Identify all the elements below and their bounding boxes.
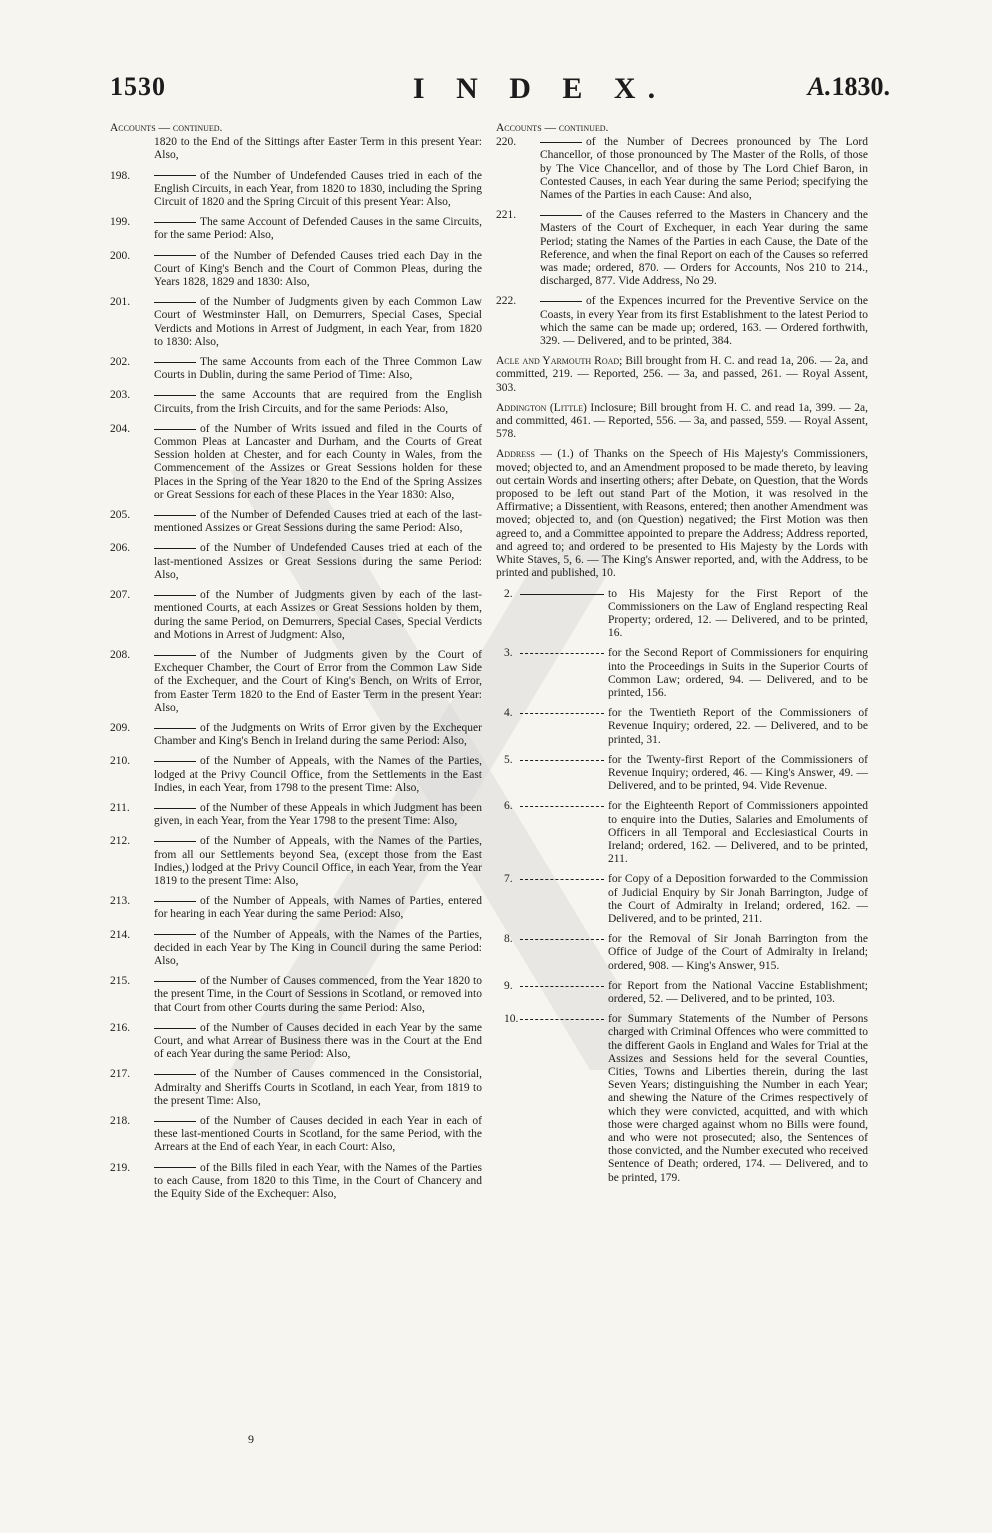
year-letter: A. bbox=[807, 72, 832, 101]
entry-dash bbox=[154, 1167, 196, 1168]
entry-text: for the Twenty-first Report of the Commissioners of Revenue Inquiry; ordered, 46. — King's Answer, 49. — Delivered, and to be printed, 94. Vide Revenue. bbox=[608, 753, 868, 793]
entry-dash bbox=[520, 986, 604, 987]
entry-number: 8. bbox=[504, 933, 513, 946]
entry-text: The same Account of Defended Causes in the same Circuits, for the same Period: Also, bbox=[154, 216, 482, 242]
entry-dash bbox=[154, 255, 196, 256]
lead-text: 1820 to the End of the Sittings after Easter Term in this present Year: Also, bbox=[154, 136, 482, 162]
entry-number: 200. bbox=[110, 249, 131, 262]
address-items bbox=[496, 588, 868, 1185]
page-number: 1530 bbox=[110, 72, 166, 101]
entry-text: of the Number of Judgments given by the Court of Exchequer Chamber, the Court of Error from the Common Law Side of the Exchequer, and the Court of King's Bench, on Writs of Error, from Easter Term 1820 to the End of Easter Term in the present Year: Also, bbox=[154, 648, 482, 714]
entry-text: of the Judgments on Writs of Error given by the Exchequer Chamber and King's Bench in Ireland during the same Period: Also, bbox=[154, 721, 482, 748]
entry bbox=[110, 722, 482, 748]
entry bbox=[110, 296, 482, 349]
entry-text: of the Number of Causes decided in each Year in each of these last-mentioned Courts in Scotland, for the same Period, with the Arrears at the End of each Year, in each Court: Also, bbox=[154, 1115, 482, 1154]
entry-dash bbox=[154, 934, 196, 935]
signature-mark: 9 bbox=[248, 1432, 254, 1446]
address-item bbox=[496, 873, 868, 926]
entry-number: 7. bbox=[504, 873, 513, 886]
entry-text: of the Number of Undefended Causes tried in each of the English Circuits, in each Year, from 1820 to 1830, including the Spring Circuit of 1820 and the Spring Circuit of this present Year: Also, bbox=[154, 169, 482, 209]
entry-number: 5. bbox=[504, 753, 513, 766]
entry-number: 210. bbox=[110, 755, 131, 768]
entry-text: for the Removal of Sir Jonah Barrington from the Office of Judge of the Court of Admiralty in Ireland; ordered, 908. — King's Answer, 915. bbox=[608, 933, 868, 972]
entry-text: of the Bills filed in each Year, with the Names of the Parties to each Cause, from 1820 to this Time, in the Court of Chancery and the Equity Side of the Exchequer: Also, bbox=[154, 1161, 482, 1201]
entry-number: 10. bbox=[504, 1013, 519, 1026]
entry-number: 211. bbox=[110, 801, 130, 814]
entry bbox=[110, 356, 482, 382]
entry-number: 2. bbox=[504, 587, 513, 600]
entry-number: 202. bbox=[110, 356, 131, 369]
entry-heading: Address bbox=[496, 448, 535, 461]
entry-text: for the Eighteenth Report of Commissioners appointed to enquire into the Duties, Salaries and Emoluments of Officers in all Temporal and Ecclesiastical Courts in Ireland; ordered, 162. — Delivered, and to be printed, 211. bbox=[608, 800, 868, 866]
entry-dash bbox=[154, 429, 196, 430]
entry bbox=[110, 542, 482, 582]
entry-number: 203. bbox=[110, 389, 131, 402]
entry bbox=[110, 895, 482, 921]
entry-number: 221. bbox=[496, 209, 517, 222]
entry-text: of the Expences incurred for the Preventive Service on the Coasts, in every Year from its first Establishment to the latest Period to which the same can be made up; ordered, 163. — Ordered forthwith, 329. — Delivered, and to be printed, 384. bbox=[540, 295, 868, 348]
entry bbox=[110, 589, 482, 642]
entry-dash bbox=[520, 760, 604, 761]
entry-heading: Acle and Yarmouth Road; bbox=[496, 355, 623, 368]
entry-dash bbox=[154, 362, 196, 363]
entry-text: — (1.) of Thanks on the Speech of His Majesty's Commissioners, moved; objected to, and an Amendment proposed to be made thereto, by leaving out certain Words and inserting others; after Debate, on Question, that the Words proposed to be left out stand Part of the Motion, it was resolved in the Affirmative; a Dissentient, with Reasons, entered; then another Amendment was moved; objected to, and (on Question) negatived; the First Motion was then agreed to, and a Committee appointed to prepare the Address; Address reported, and agreed to; and ordered to be presented to His Majesty by the Lords with White Staves, 5, 6. — The King's Answer reported, and, with the Address, to be printed and published, 10. bbox=[496, 448, 869, 580]
entry-number: 217. bbox=[110, 1068, 131, 1081]
entry-number: 215. bbox=[110, 975, 131, 988]
entry-number: 201. bbox=[110, 296, 131, 309]
entry-dash bbox=[154, 808, 196, 809]
entry-dash bbox=[154, 901, 196, 902]
entry-text: of the Number of Judgments given by each Common Law Court of Westminster Hall, on Demurrers, Special Cases, Special Verdicts and Motions in Arrest of Judgment, in each Year, from 1820 to 1830: Also, bbox=[154, 296, 482, 348]
entry-dash bbox=[520, 939, 604, 940]
entry bbox=[110, 509, 482, 535]
entry-text: of the Number of Appeals, with Names of Parties, entered for hearing in each Year during the same Period: Also, bbox=[154, 895, 482, 921]
entry-text: of the Number of Defended Causes tried at each of the last-mentioned Assizes or Great Sessions during the same Period: Also, bbox=[154, 509, 482, 535]
entry-text: of the Number of Causes commenced, from the Year 1820 to the present Time, in the Court of Sessions in Scotland, or removed into that Court from other Courts during the same Period: Also, bbox=[154, 975, 482, 1014]
entry-number: 222. bbox=[496, 295, 517, 308]
index-entry-acle bbox=[496, 355, 868, 395]
entry bbox=[110, 216, 482, 242]
continued-heading: Accounts — continued. bbox=[110, 122, 223, 134]
entry-dash bbox=[154, 515, 196, 516]
entry bbox=[110, 250, 482, 290]
entry-text: Bill brought from H. C. and read 1a, 206. — 2a, and committed, 219. — Reported, 256. — 3a, and passed, 261. — Royal Assent, 303. bbox=[496, 355, 868, 394]
entry-dash bbox=[520, 713, 604, 714]
address-item bbox=[496, 1013, 868, 1185]
entry-dash bbox=[540, 215, 582, 216]
entry-text: for the Second Report of Commissioners for enquiring into the Proceedings in Suits in the Superior Courts of Common Law; ordered, 94. — Delivered, and to be printed, 156. bbox=[608, 647, 868, 699]
entry-dash bbox=[154, 222, 196, 223]
entry-number: 4. bbox=[504, 707, 513, 720]
entry bbox=[110, 649, 482, 715]
entry-dash bbox=[520, 653, 604, 654]
address-item bbox=[496, 754, 868, 794]
left-column bbox=[110, 122, 482, 1208]
entry-dash bbox=[154, 728, 196, 729]
entry-dash bbox=[154, 1121, 196, 1122]
entry-dash bbox=[520, 806, 604, 807]
entry-number: 204. bbox=[110, 422, 131, 435]
entry-text: of the Number of Undefended Causes tried at each of the last-mentioned Assizes or Great Sessions during the same Period: Also, bbox=[154, 542, 482, 581]
entry-heading: Addington (Little) bbox=[496, 401, 587, 414]
entry bbox=[110, 170, 482, 210]
index-entry-address bbox=[496, 448, 868, 580]
entry bbox=[110, 1022, 482, 1062]
entry-text: for Copy of a Deposition forwarded to the Commission of Judicial Enquiry by Sir Jonah Barrington, Judge of the Court of Admiralty in Ireland; ordered, 162. — Delivered, and to be printed, 211. bbox=[608, 873, 868, 925]
entry-text: of the Number of Appeals, with the Names of the Parties, from all our Settlements beyond Sea, (except those from the East Indies,) lodged at the Privy Council Office, in each Year, from the Year 1819 to the present Time: Also, bbox=[154, 835, 482, 887]
entry-dash bbox=[154, 841, 196, 842]
entry-dash bbox=[154, 175, 196, 176]
right-entries bbox=[496, 136, 868, 348]
entry-number: 206. bbox=[110, 542, 131, 555]
address-item bbox=[496, 588, 868, 641]
entry-text: The same Accounts from each of the Three Common Law Courts in Dublin, during the same Period of Time: Also, bbox=[154, 356, 482, 382]
entry-dash bbox=[520, 879, 604, 880]
entry-text: to His Majesty for the First Report of the Commissioners on the Law of England respecting Real Property; ordered, 12. — Delivered, and to be printed, 16. bbox=[608, 587, 868, 640]
entry-text: for Summary Statements of the Number of Persons charged with Criminal Offences who were committed to the different Gaols in England and Wales for Trial at the Assizes and Sessions held for the several Counties, Cities, Towns and Liberties therein, during the last Seven Years; distinguishing the Number in each Year; and shewing the Nature of the Crimes respectively of which they were convicted, acquitted, and with which those were charged against whom no Bills were found, and who were not prosecuted; also, the Sentences of those convicted, and the Number executed who received Sentence of Death; ordered, 174. — Delivered, and to be printed, 179. bbox=[608, 1013, 868, 1184]
entry-number: 219. bbox=[110, 1161, 131, 1174]
entry-number: 205. bbox=[110, 509, 131, 522]
entry-text: of the Number of Appeals, with the Names of the Parties, lodged at the Privy Council Office, from the Settlements in the East Indies, in each Year, from 1798 to the present Time: Also, bbox=[154, 755, 482, 794]
entry-dash bbox=[540, 142, 582, 143]
entry-number: 3. bbox=[504, 647, 513, 660]
entry-text: of the Causes referred to the Masters in Chancery and the Masters of the Court of Exchequer, in each Year during the same Period; stating the Names of the Parties in each Cause, the Date of the Reference, and when the final Report on each of the Causes so referred was made; ordered, 870. — Orders for Accounts, Nos 210 to 214., discharged, 877. Vide Address, No 29. bbox=[540, 209, 868, 288]
entry bbox=[110, 802, 482, 828]
entry-number: 212. bbox=[110, 835, 131, 848]
address-item bbox=[496, 933, 868, 973]
entry bbox=[496, 295, 868, 348]
entry bbox=[110, 929, 482, 969]
entry-number: 216. bbox=[110, 1021, 131, 1034]
entry-text: for Report from the National Vaccine Establishment; ordered, 52. — Delivered, and to be printed, 103. bbox=[608, 979, 868, 1005]
entry-text: of the Number of Decrees pronounced by The Lord Chancellor, of those pronounced by The Master of the Rolls, of those by The Vice Chancellor, and of those by The Lord Chief Baron, in Contested Causes, in each Year during the same Period; specifying the Names of the Parties in each Cause: And also, bbox=[540, 136, 868, 202]
address-item bbox=[496, 647, 868, 700]
entry-dash bbox=[540, 301, 582, 302]
entry-dash bbox=[154, 981, 196, 982]
entry-dash bbox=[154, 1028, 196, 1029]
address-item bbox=[496, 980, 868, 1006]
entry-number: 207. bbox=[110, 589, 131, 602]
right-column bbox=[496, 122, 868, 1192]
entry-text: of the Number of Judgments given by each of the last-mentioned Courts, at each Assizes or Great Sessions holden by them, during the same Period, on Demurrers, Special Cases, Special Verdicts and Motions in Arrest of Judgment: Also, bbox=[154, 589, 482, 641]
entry-dash bbox=[154, 595, 196, 596]
entry-number: 220. bbox=[496, 136, 517, 149]
entry bbox=[110, 1115, 482, 1155]
page-header bbox=[110, 72, 890, 112]
entry-number: 213. bbox=[110, 895, 131, 908]
entry bbox=[496, 209, 868, 288]
entry-text: of the Number of Causes commenced in the Consistorial, Admiralty and Sheriffs Courts in Scotland, in each Year, from 1819 to the present Time: Also, bbox=[154, 1068, 482, 1107]
entry-number: 199. bbox=[110, 216, 131, 229]
entry bbox=[110, 423, 482, 502]
entry bbox=[110, 1068, 482, 1108]
entry-text: Inclosure; Bill brought from H. C. and read 1a, 399. — 2a, and committed, 461. — Reported, 556. — 3a, and passed, 559. — Royal Assent, 578. bbox=[496, 401, 869, 441]
entry bbox=[110, 389, 482, 415]
entry-text: of the Number of these Appeals in which Judgment has been given, in each Year, from the Year 1798 to the present Time: Also, bbox=[154, 801, 482, 828]
entry-dash bbox=[154, 655, 196, 656]
entry-dash bbox=[520, 594, 604, 595]
entry-dash bbox=[154, 302, 196, 303]
entry-number: 198. bbox=[110, 169, 131, 182]
entry bbox=[110, 835, 482, 888]
entry-dash bbox=[154, 395, 196, 396]
entry-text: the same Accounts that are required from the English Circuits, from the Irish Circuits, and for the same Periods: Also, bbox=[154, 389, 482, 415]
index-entry-addington bbox=[496, 402, 868, 442]
address-item bbox=[496, 707, 868, 747]
entry-text: for the Twentieth Report of the Commissioners of Revenue Inquiry; ordered, 22. — Delivered, and to be printed, 31. bbox=[608, 707, 868, 746]
entry bbox=[110, 755, 482, 795]
address-item bbox=[496, 800, 868, 866]
page-title: I N D E X. bbox=[412, 72, 668, 105]
entry-number: 209. bbox=[110, 721, 131, 734]
year-value: 1830. bbox=[831, 72, 890, 101]
year-heading bbox=[808, 72, 890, 102]
entry bbox=[110, 975, 482, 1015]
entry bbox=[496, 136, 868, 202]
entry-number: 218. bbox=[110, 1115, 131, 1127]
continued-heading: Accounts — continued. bbox=[496, 122, 609, 134]
entry-dash bbox=[154, 1074, 196, 1075]
left-entries bbox=[110, 170, 482, 1202]
entry-text: of the Number of Writs issued and filed in the Courts of Common Pleas at Lancaster and Durham, and the Courts of Great Session holden at Chester, and for each County in Wales, from the Commencement of the Assizes or Great Sessions holden for these Places in the Spring of the Year 1820 to the End of the Spring Assizes or Great Sessions for each of these Places in the Year 1830: Also, bbox=[154, 422, 482, 501]
entry-text: of the Number of Defended Causes tried each Day in the Court of King's Bench and the Court of Common Pleas, during the Years 1828, 1829 and 1830: Also, bbox=[154, 249, 482, 289]
entry-number: 208. bbox=[110, 648, 131, 661]
entry-number: 6. bbox=[504, 800, 513, 813]
entry-number: 214. bbox=[110, 928, 131, 941]
entry-number: 9. bbox=[504, 979, 513, 992]
entry-dash bbox=[520, 1019, 604, 1020]
entry-text: of the Number of Causes decided in each Year by the same Court, and what Arrear of Business there was in the Court at the End of each Year during the same Period: Also, bbox=[154, 1021, 482, 1061]
entry-dash bbox=[154, 761, 196, 762]
entry bbox=[110, 1162, 482, 1202]
entry-dash bbox=[154, 548, 196, 549]
entry-text: of the Number of Appeals, with the Names of the Parties, decided in each Year by The King in Council during the same Period: Also, bbox=[154, 928, 482, 967]
